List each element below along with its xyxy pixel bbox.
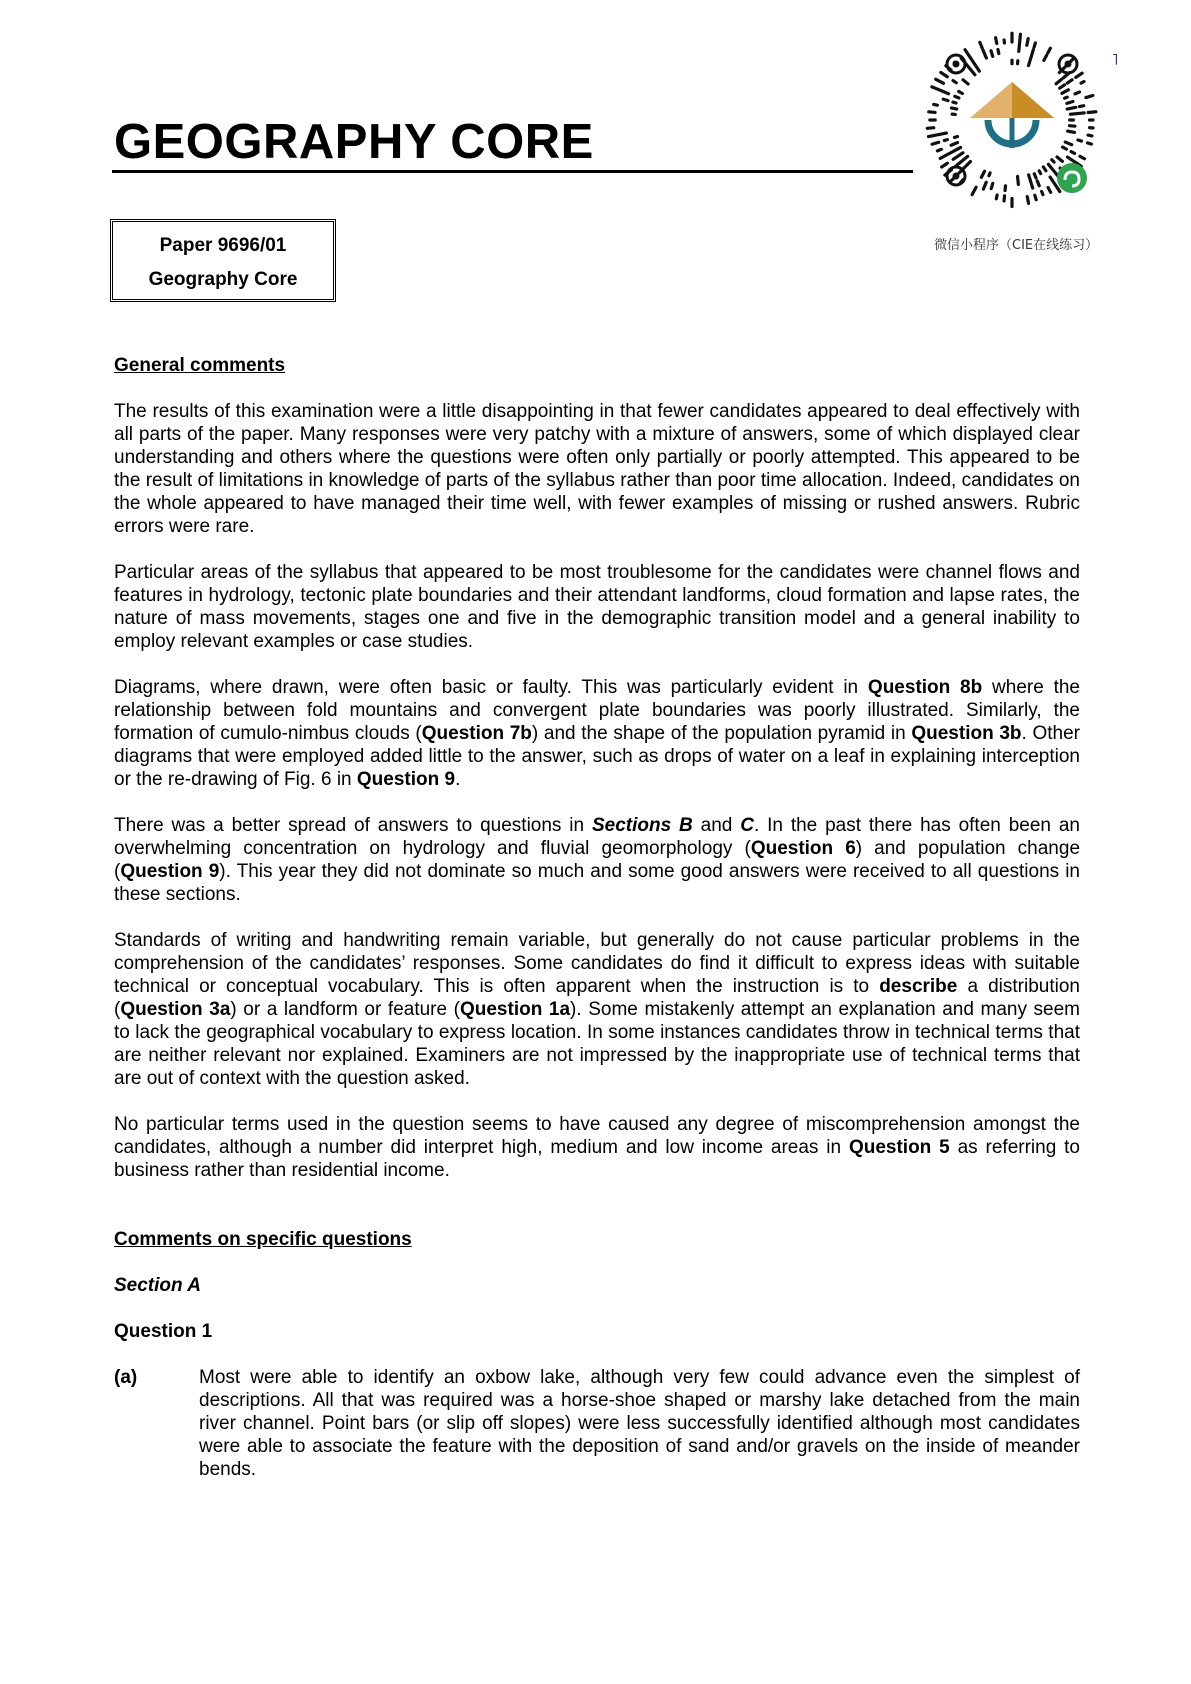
qr-caption: 微信小程序（CIE在线练习） bbox=[934, 238, 1099, 253]
sub-question-text: Most were able to identify an oxbow lake, although very few could advance even the simplest of descriptions. All that was required was a horse-shoe shaped or marshy lake detached from the main river channel. Point bars (or slip off slopes) were less successfully identified although most candidates were able to associate the feature with the deposition of sand and/or gravels on the inside of meander bends. bbox=[199, 1367, 1080, 1480]
report-body bbox=[114, 354, 1080, 1481]
sub-question-label: (a) bbox=[114, 1367, 138, 1388]
question-heading: Question 1 bbox=[114, 1321, 213, 1342]
paper-subject: Geography Core bbox=[148, 269, 298, 290]
paper-number: Paper 9696/01 bbox=[159, 235, 287, 256]
title-underline bbox=[112, 170, 913, 173]
specific-comments-heading: Comments on specific questions bbox=[114, 1229, 412, 1250]
paragraph-spread: There was a better spread of answers to questions in Sections B and C. In the past there has often been an overwhelming concentration on hydrology and fluvial geomorphology (Question 6) and population change (Question 9). This year they did not dominate so much and some good answers were received to all questions in these sections. bbox=[114, 815, 1081, 905]
section-heading: Section A bbox=[114, 1275, 201, 1296]
paragraph-troublesome-areas: Particular areas of the syllabus that appeared to be most troublesome for the candidates were channel flows and features in hydrology, tectonic plate boundaries and their attendant landforms, cloud formation and lapse rates, the nature of mass movements, stages one and five in the demographic transition model and a general inability to employ relevant examples or case studies. bbox=[114, 562, 1080, 652]
paragraph-results: The results of this examination were a little disappointing in that fewer candidates appeared to deal effectively with all parts of the paper. Many responses were very patchy with a mixture of answers, some of which displayed clear understanding and others where the questions were often only partially or poorly attempted. This appeared to be the result of limitations in knowledge of parts of the syllabus rather than poor time allocation. Indeed, candidates on the whole appeared to have managed their time well, with fewer examples of missing or rushed answers. Rubric errors were rare. bbox=[114, 401, 1080, 537]
wechat-mini-program-code-icon bbox=[922, 30, 1102, 210]
paragraph-diagrams: Diagrams, where drawn, were often basic or faulty. This was particularly evident in Question 8b where the relationship between fold mountains and convergent plate boundaries was poorly illustrated. Similarly, the formation of cumulo-nimbus clouds (Question 7b) and the shape of the population pyramid in Question 3b. Other diagrams that were employed added little to the answer, such as drops of water on a leaf in explaining interception or the re-drawing of Fig. 6 in Question 9. bbox=[114, 677, 1080, 790]
general-comments-heading: General comments bbox=[114, 355, 286, 376]
sub-question-a bbox=[114, 1366, 1080, 1481]
paragraph-terms: No particular terms used in the question seems to have caused any degree of miscomprehension amongst the candidates, although a number did interpret high, medium and low income areas in Question 5 as referring to business rather than residential income. bbox=[114, 1114, 1080, 1181]
page-title: GEOGRAPHY CORE bbox=[114, 115, 594, 169]
paragraph-writing-standards: Standards of writing and handwriting remain variable, but generally do not cause particular problems in the comprehension of the candidates’ responses. Some candidates do find it difficult to express ideas with suitable technical or conceptual vocabulary. This is often apparent when the instruction is to describe a distribution (Question 3a) or a landform or feature (Question 1a). Some mistakenly attempt an explanation and many seem to lack the geographical vocabulary to express location. In some instances candidates throw in technical terms that are neither relevant nor explained. Examiners are not impressed by the inappropriate use of technical terms that are out of context with the question asked. bbox=[114, 930, 1081, 1089]
paper-info-box bbox=[110, 219, 336, 302]
corner-mark: ˥ bbox=[1112, 52, 1119, 69]
